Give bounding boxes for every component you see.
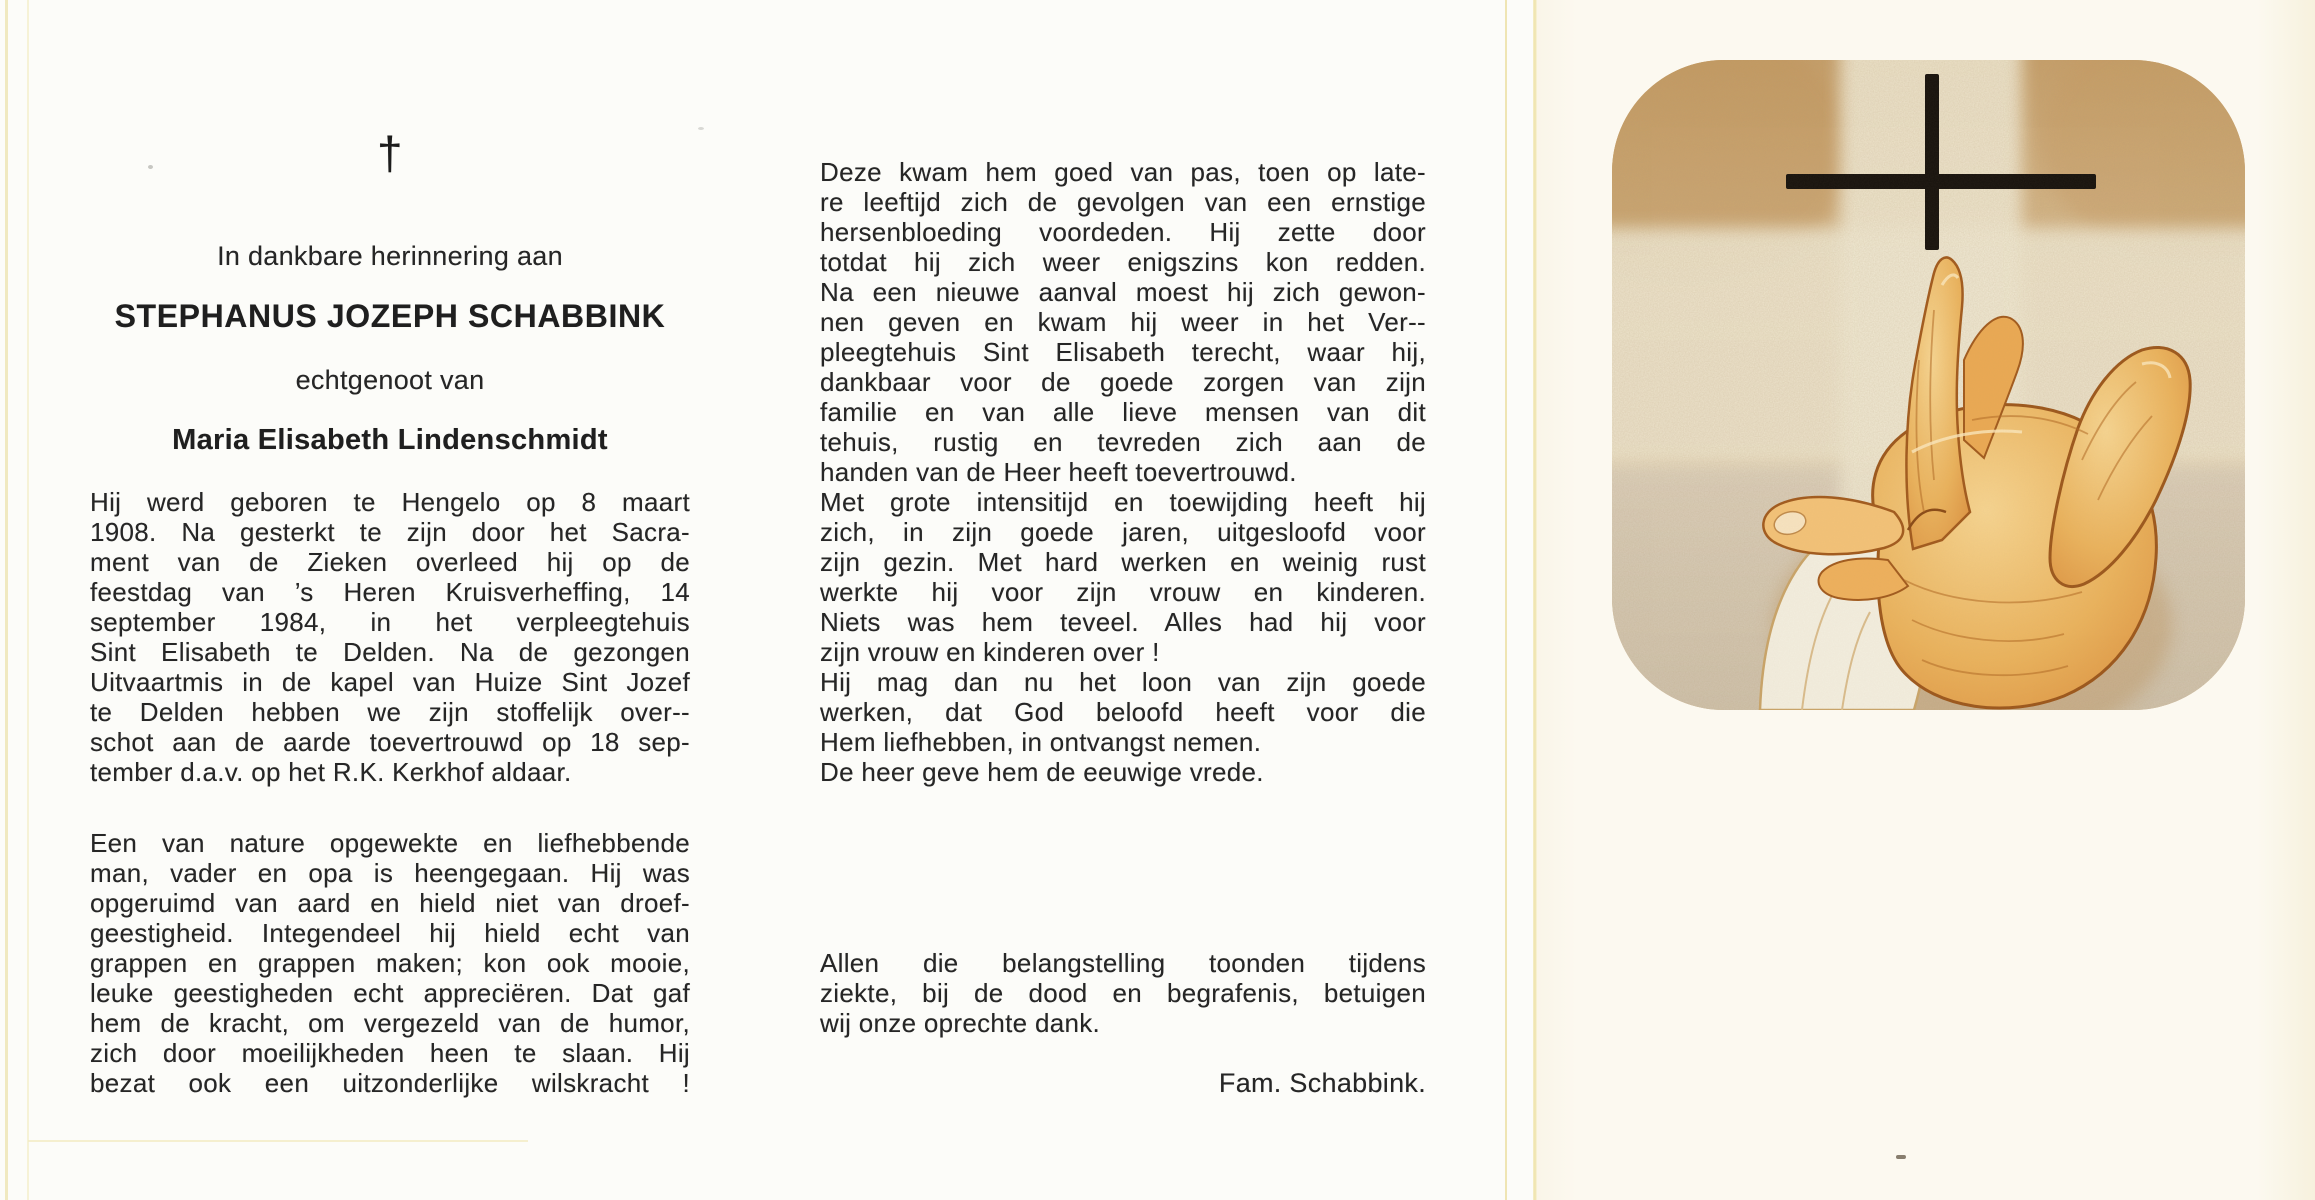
text-line: hem de kracht, om vergezeld van de humor, <box>90 1008 690 1038</box>
text-line: ment van de Zieken overleed hij op de <box>90 547 690 577</box>
text-line: werken, dat God beloofd heeft voor die <box>820 697 1426 727</box>
text-line: feestdag van ’s Heren Kruisverheffing, 14 <box>90 577 690 607</box>
text-line: Na een nieuwe aanval moest hij zich gewon- <box>820 277 1426 307</box>
text-line: ziekte, bij de dood en begrafenis, betuigen <box>820 978 1426 1008</box>
text-line: Deze kwam hem goed van pas, toen op late- <box>820 157 1426 187</box>
biography-paragraph <box>90 487 690 787</box>
text-line: zijn vrouw en kinderen over ! <box>820 637 1160 667</box>
character-paragraph <box>90 828 690 1098</box>
text-line: Hem liefhebben, in ontvangst nemen. <box>820 727 1262 757</box>
text-line: leuke geestigheden echt appreciëren. Dat gaf <box>90 978 690 1008</box>
paper-edge-line <box>5 0 8 1200</box>
text-line: nen geven en kwam hij weer in het Ver-- <box>820 307 1426 337</box>
paper-bottom-crease <box>28 1140 528 1142</box>
text-line: hersenbloeding voordeden. Hij zette door <box>820 217 1426 247</box>
text-line: werkte hij voor zijn vrouw en kinderen. <box>820 577 1426 607</box>
text-line: pleegtehuis Sint Elisabeth terecht, waar hij, <box>820 337 1426 367</box>
memorial-intro-line: In dankbare herinnering aan <box>217 241 563 271</box>
text-line: Met grote intensitijd en toewijding heeft hij <box>820 487 1426 517</box>
text-line: Hij werd geboren te Hengelo op 8 maart <box>90 487 690 517</box>
text-line: geestigheid. Integendeel hij hield echt van <box>90 918 690 948</box>
text-line: tember d.a.v. op het R.K. Kerkhof aldaar. <box>90 757 572 787</box>
dagger-cross-symbol: † <box>377 127 403 179</box>
relation-line: echtgenoot van <box>295 365 485 395</box>
scan-speck <box>698 127 704 130</box>
text-line: familie en van alle lieve mensen van dit <box>820 397 1426 427</box>
fold-crease-line <box>1505 0 1507 1200</box>
text-line: opgeruimd van aard en hield niet van droef- <box>90 888 690 918</box>
text-line: Uitvaartmis in de kapel van Huize Sint Jozef <box>90 667 690 697</box>
text-line: grappen en grappen maken; kon ook mooie, <box>90 948 690 978</box>
text-line: Hij mag dan nu het loon van zijn goede <box>820 667 1426 697</box>
text-line: schot aan de aarde toevertrouwd op 18 sep- <box>90 727 690 757</box>
text-line: zich, in zijn goede jaren, uitgesloofd voor <box>820 517 1426 547</box>
text-line: Niets was hem teveel. Alles had hij voor <box>820 607 1426 637</box>
text-line: zich door moeilijkheden heen te slaan. Hij <box>90 1038 690 1068</box>
deceased-name: STEPHANUS JOZEPH SCHABBINK <box>114 298 666 334</box>
text-line: re leeftijd zich de gevolgen van een ernstige <box>820 187 1426 217</box>
text-line: De heer geve hem de eeuwige vrede. <box>820 757 1264 787</box>
text-line: handen van de Heer heeft toevertrouwd. <box>820 457 1297 487</box>
text-line: september 1984, in het verpleegtehuis <box>90 607 690 637</box>
text-line: Een van nature opgewekte en liefhebbende <box>90 828 690 858</box>
life-story-paragraph <box>820 157 1426 787</box>
text-line: bezat ook een uitzonderlijke wilskracht ! <box>90 1068 690 1098</box>
blessing-hand-cross-illustration <box>1612 60 2245 710</box>
text-line: Allen die belangstelling toonden tijdens <box>820 948 1426 978</box>
text-line: Sint Elisabeth te Delden. Na de gezongen <box>90 637 690 667</box>
text-line: wij onze oprechte dank. <box>820 1008 1101 1038</box>
text-line: tehuis, rustig en tevreden zich aan de <box>820 427 1426 457</box>
acknowledgement-paragraph <box>820 948 1426 1038</box>
text-line: 1908. Na gesterkt te zijn door het Sacra- <box>90 517 690 547</box>
scan-speck <box>1896 1155 1906 1159</box>
text-line: totdat hij zich weer enigszins kon redden. <box>820 247 1426 277</box>
text-line: man, vader en opa is heengegaan. Hij was <box>90 858 690 888</box>
family-signature: Fam. Schabbink. <box>1218 1068 1426 1098</box>
text-line: zijn gezin. Met hard werken en weinig rust <box>820 547 1426 577</box>
paper-edge-line <box>27 0 29 1200</box>
text-line: te Delden hebben we zijn stoffelijk over-- <box>90 697 690 727</box>
text-line: dankbaar voor de goede zorgen van zijn <box>820 367 1426 397</box>
spouse-name: Maria Elisabeth Lindenschmidt <box>172 424 608 456</box>
